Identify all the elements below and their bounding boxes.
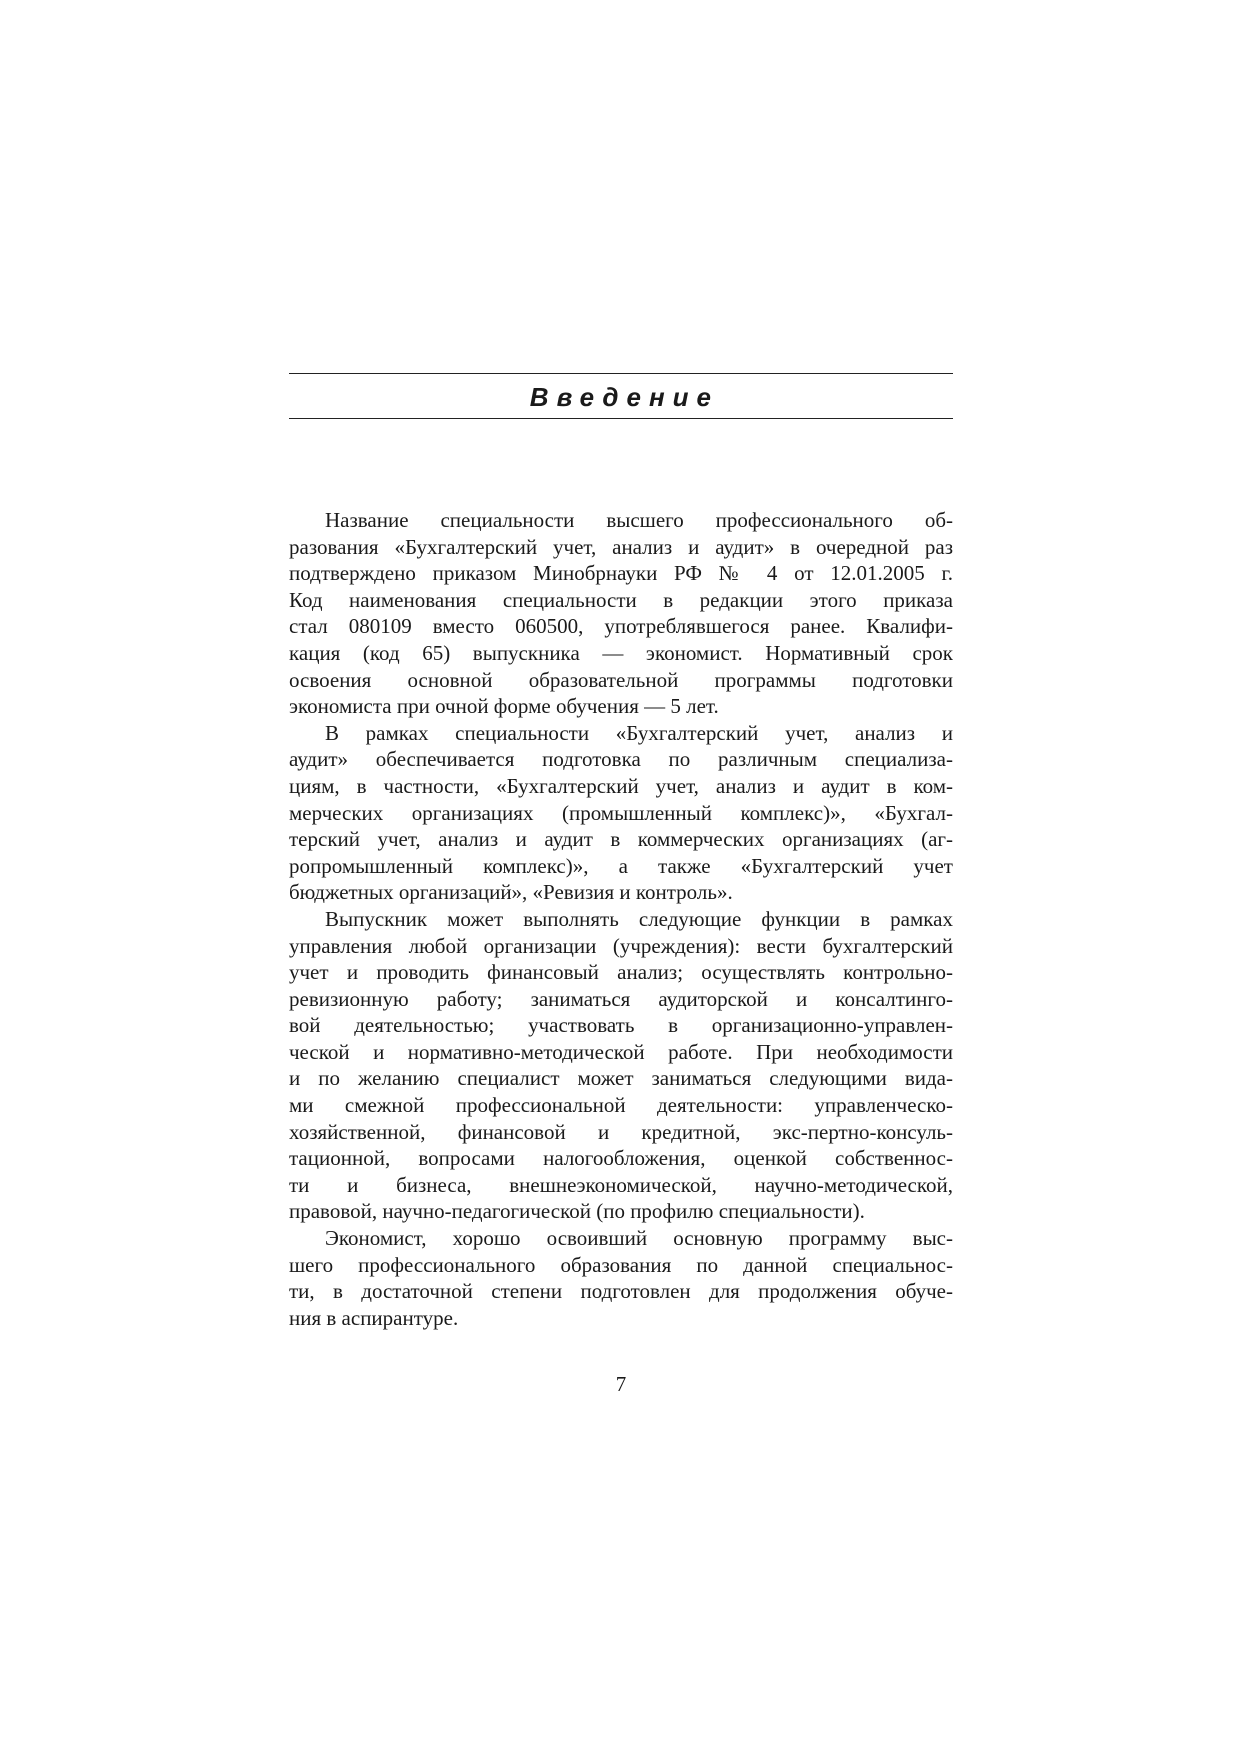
paragraph (289, 1225, 953, 1331)
text-line: управления любой организации (учреждения): вести бухгалтерский (289, 933, 953, 958)
text-line: учет и проводить финансовый анализ; осуществлять контрольно- (289, 960, 953, 985)
text-line: В рамках специальности «Бухгалтерский учет, анализ и (325, 720, 953, 745)
text-line: Выпускник может выполнять следующие функции в рамках (325, 906, 953, 931)
text-line: ти, в достаточной степени подготовлен для продолжения обуче- (289, 1279, 953, 1304)
text-line: мерческих организациях (промышленный комплекс)», «Бухгал- (289, 800, 953, 825)
text-line: ревизионную работу; заниматься аудиторской и консалтинго- (289, 986, 953, 1011)
text-line: разования «Бухгалтерский учет, анализ и аудит» в очередной раз (289, 534, 953, 559)
text-line: ропромышленный комплекс)», а также «Бухгалтерский учет (289, 853, 953, 878)
text-line: Код наименования специальности в редакции этого приказа (289, 587, 953, 612)
text-line: циям, в частности, «Бухгалтерский учет, анализ и аудит в ком- (289, 773, 953, 798)
text-line: ми смежной профессиональной деятельности: управленческо- (289, 1093, 953, 1118)
text-line: терский учет, анализ и аудит в коммерческих организациях (аг- (289, 827, 953, 852)
text-line: ческой и нормативно-методической работе. При необходимости (289, 1039, 953, 1064)
text-line: экономиста при очной форме обучения — 5 лет. (289, 694, 719, 719)
text-line: Экономист, хорошо освоивший основную программу выс- (325, 1226, 953, 1251)
text-line: кация (код 65) выпускника — экономист. Нормативный срок (289, 640, 953, 665)
text-line: освоения основной образовательной программы подготовки (289, 667, 953, 692)
text-line: Название специальности высшего профессионального об- (325, 508, 953, 532)
text-line: тационной, вопросами налогообложения, оценкой собственнос- (289, 1146, 953, 1171)
text-line: вой деятельностью; участвовать в организационно-управлен- (289, 1013, 953, 1038)
text-line: и по желанию специалист может заниматься следующими вида- (289, 1066, 953, 1091)
text-line: хозяйственной, финансовой и кредитной, экс-пертно-консуль- (289, 1119, 953, 1144)
text-line: ния в аспирантуре. (289, 1305, 459, 1330)
text-line: подтверждено приказом Минобрнауки РФ № 4 от 12.01.2005 г. (289, 561, 953, 586)
chapter-heading (289, 373, 953, 419)
paragraph (289, 720, 953, 906)
paragraph (289, 906, 953, 1225)
body-text (289, 507, 953, 1331)
paragraph (289, 507, 953, 720)
text-line: аудит» обеспечивается подготовка по различным специализа- (289, 747, 953, 772)
page-number: 7 (615, 1372, 627, 1396)
chapter-title: Введение (529, 382, 719, 412)
text-line: стал 080109 вместо 060500, употреблявшегося ранее. Квалифи- (289, 614, 953, 639)
text-line: шего профессионального образования по данной специальнос- (289, 1252, 953, 1277)
text-line: бюджетных организаций», «Ревизия и контроль». (289, 880, 733, 905)
text-line: правовой, научно-педагогической (по профилю специальности). (289, 1199, 865, 1224)
text-line: ти и бизнеса, внешнеэкономической, научно-методической, (289, 1172, 953, 1197)
